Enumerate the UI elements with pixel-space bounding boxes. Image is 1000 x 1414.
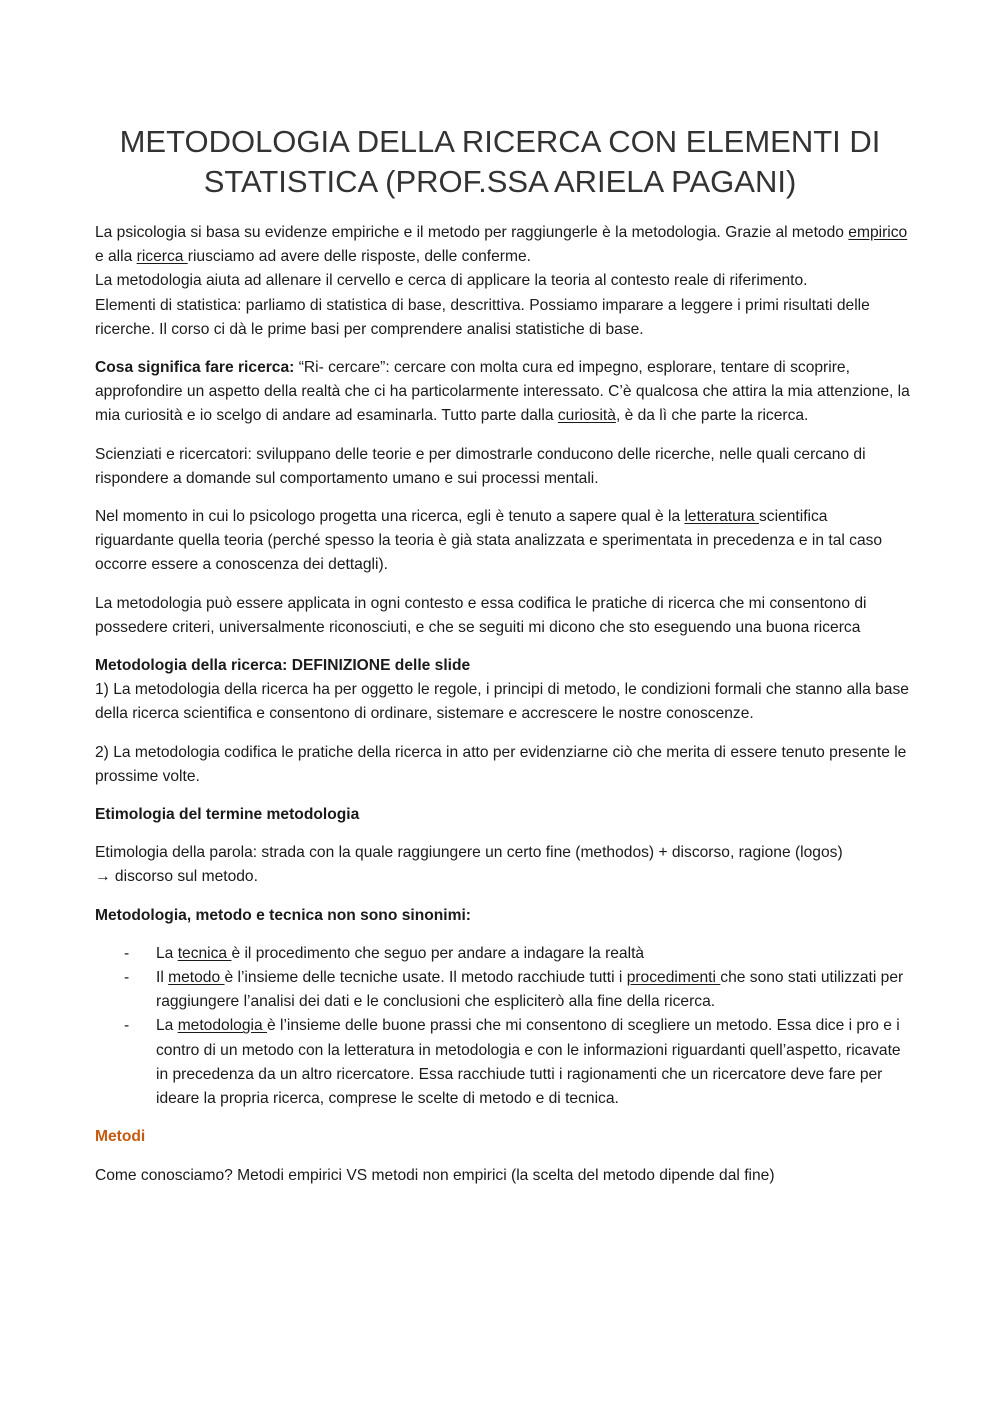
text-run: Elementi di statistica: parliamo di statistica di base, descrittiva. Possiamo imparare a leggere i primi risultati delle ricerche. Il corso ci dà le prime basi per comprendere analisi statistiche di base. (95, 296, 870, 338)
text-run: riusciamo ad avere delle risposte, delle conferme. (187, 248, 531, 266)
definizione-item-2: 2) La metodologia codifica le pratiche della ricerca in atto per evidenziarne ciò che merita di essere tenuto presente le prossime volte. (95, 743, 907, 785)
text-run: discorso sul metodo. (110, 868, 258, 886)
scienziati-paragraph: Scienziati e ricercatori: sviluppano delle teorie e per dimostrarle conducono delle ricerche, nelle quali cercano di rispondere a domande sul comportamento umano e sui processi mentali. (95, 445, 866, 487)
text-run: Etimologia della parola: strada con la quale raggiungere un certo fine (methodos) + discorso, ragione (logos) (95, 844, 843, 862)
text-run: è l’insieme delle tecniche usate. Il metodo racchiude tutti i (224, 969, 627, 987)
title-line-2: STATISTICA (PROF.SSA ARIELA PAGANI) (203, 164, 797, 199)
definizione-item-1: 1) La metodologia della ricerca ha per oggetto le regole, i principi di metodo, le condizioni formali che stanno alla base della ricerca scientifica e consentono di ordinare, sistemare e accrescere le nostre conoscenze. (95, 681, 909, 723)
text-run: , è da lì che parte la ricerca. (615, 407, 809, 425)
dash-bullet: - (124, 969, 130, 987)
text-run: La metodologia aiuta ad allenare il cervello e cerca di applicare la teoria al contesto reale di riferimento. (95, 272, 808, 290)
text-run: è il procedimento che seguo per andare a indagare la realtà (231, 944, 645, 962)
text-run: è l’insieme delle buone prassi che mi consentono di scegliere un metodo. Essa dice i pro e i contro di un metodo con la letteratura in metodologia e con le informazioni riguardanti quell’aspetto, ricavate in precedenza da un altro ricercatore. Essa racchiude tutti i ragionamenti che un ricercatore deve fare per ideare la propria ricerca, comprese le scelte di metodo e di tecnica. (156, 1017, 901, 1108)
definizione-paragraph (95, 654, 910, 727)
etimologia-heading (95, 803, 910, 827)
text-run: La (156, 944, 178, 962)
text-run: La psicologia si basa su evidenze empiriche e il metodo per raggiungerle è la metodologia. Grazie al metodo (95, 224, 849, 241)
text-run: e alla (95, 248, 137, 266)
metodi-paragraph: Come conosciamo? Metodi empirici VS metodi non empirici (la scelta del metodo dipende dal fine) (95, 1166, 775, 1184)
ricerca-paragraph (95, 356, 910, 429)
heading-text: Metodologia, metodo e tecnica non sono sinonimi: (95, 906, 471, 924)
dash-bullet: - (124, 1017, 130, 1035)
title-line-1: METODOLOGIA DELLA RICERCA CON ELEMENTI DI (119, 124, 881, 159)
arrow-right-icon: → (95, 868, 111, 886)
underlined-term: ricerca (136, 248, 188, 266)
underlined-term: curiosità (557, 407, 616, 425)
text-run: che sono stati utilizzati per raggiungere l’analisi dei dati e le conclusioni che esplicit​erò alla fine della ricerca. (156, 969, 904, 1011)
sinonimi-list (95, 942, 910, 1111)
document-title (95, 122, 905, 202)
underlined-term: empirico (848, 224, 908, 241)
text-run: Il (156, 969, 169, 987)
etimologia-paragraph (95, 841, 910, 889)
list-item (95, 966, 910, 1014)
underlined-term: procedimenti (626, 969, 721, 987)
list-item (95, 1014, 910, 1111)
sinonimi-heading (95, 904, 910, 928)
underlined-term: metodologia (177, 1017, 267, 1035)
list-item (95, 942, 910, 966)
definizione-heading: Metodologia della ricerca: DEFINIZIONE delle slide (95, 657, 471, 675)
text-run: scientifica riguardante quella teoria (perché spesso la teoria è già stata analizzata e sperimentata in precedenza e in tal caso occorre essere a conoscenza dei dettagli). (95, 508, 883, 574)
underlined-term: letteratura (684, 508, 759, 526)
document-body (95, 221, 910, 1202)
text-run: Nel momento in cui lo psicologo progetta una ricerca, egli è tenuto a sapere qual è la (95, 508, 685, 526)
text-run: La (156, 1017, 178, 1035)
letteratura-paragraph (95, 505, 910, 578)
dash-bullet: - (124, 944, 130, 962)
intro-paragraph (95, 221, 910, 342)
underlined-term: metodo (168, 969, 225, 987)
contesto-paragraph: La metodologia può essere applicata in ogni contesto e essa codifica le pratiche di ricerca che mi consentono di possedere criteri, universalmente riconosciuti, e che se seguiti mi dicono che sto eseguendo una buona ricerca (95, 594, 867, 636)
bold-lead: Cosa significa fare ricerca: (95, 359, 295, 377)
underlined-term: tecnica (177, 944, 232, 962)
text-run: “Ri- cercare”: cercare con molta cura ed impegno, esplorare, tentare di scoprire, approfondire un aspetto della realtà che ci ha particolarmente interessato. C’è qualcosa che attira la mia attenzione, la mia curiosità e io scelgo di andare ad esaminarla. Tutto parte dalla (95, 359, 910, 425)
metodi-heading: Metodi (95, 1128, 146, 1146)
heading-text: Etimologia del termine metodologia (95, 806, 360, 824)
